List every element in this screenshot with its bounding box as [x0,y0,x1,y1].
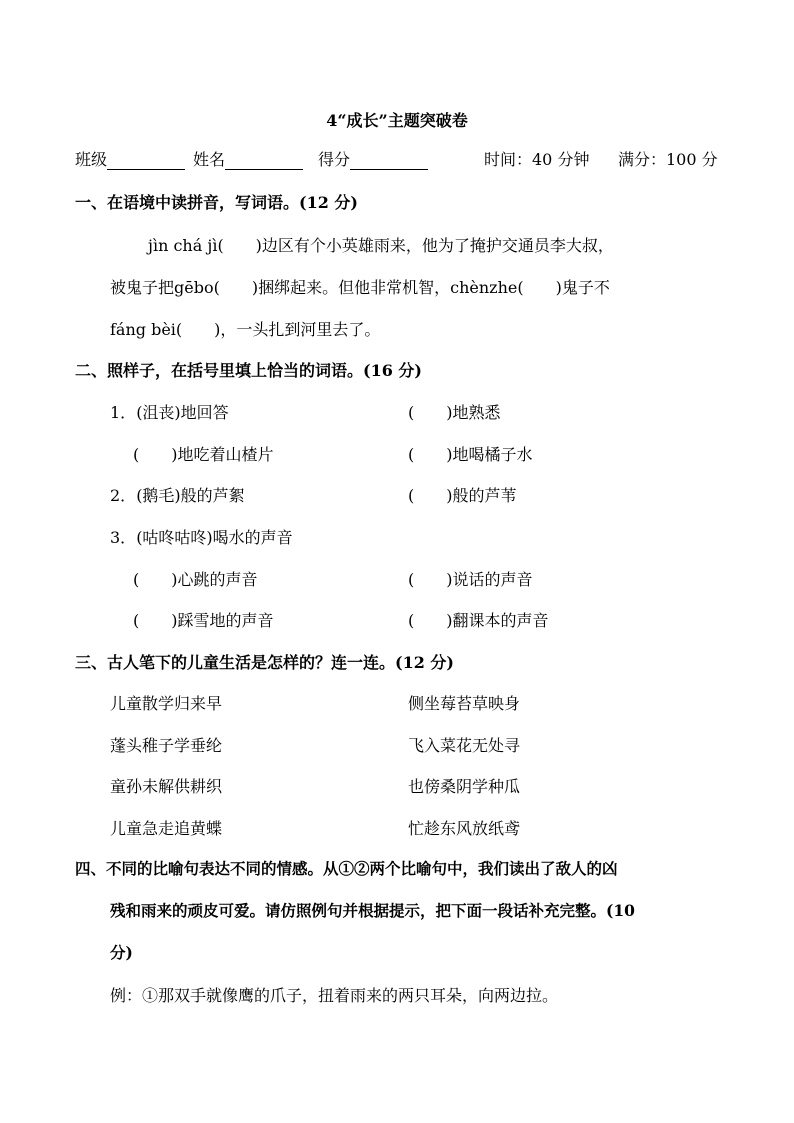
section4-example: 例：①那双手就像鹰的爪子，扭着雨来的两只耳朵，向两边拉。 [110,986,559,1005]
score-blank[interactable] [350,153,428,170]
class-field [75,147,185,170]
poem-left-1[interactable]: 儿童散学归来早 [110,694,223,713]
poem-left-3[interactable]: 童孙未解供耕织 [110,777,223,796]
item3-right2-text: 说话的声音 [452,570,533,589]
poem-right-3[interactable]: 也傍桑阴学种瓜 [408,777,521,796]
name-blank[interactable] [225,153,303,170]
score-field [318,147,428,170]
section2-item3-left3[interactable]: ( )踩雪地的声音 [133,611,274,630]
section2-item1-left2[interactable]: ( )地吃着山楂片 [133,445,274,464]
item1-example-text: (沮丧)地回答 [136,403,229,422]
section1-line1-text: 边区有个小英雄雨来，他为了掩护交通员李大叔， [261,236,614,255]
poem-right-2[interactable]: 飞入菜花无处寻 [408,736,521,755]
section2-item1-right2[interactable]: ( )地喝橘子水 [408,445,533,464]
section2-item3-right2[interactable]: ( )说话的声音 [408,570,533,589]
item1-number: 1． [110,403,137,422]
pinyin-jinchaji: jìn chá jì [148,236,218,255]
full-score-text: 满分：100 分 [618,150,718,169]
name-label: 姓名 [193,150,226,169]
item3-right3-text: 翻课本的声音 [452,611,549,630]
section2-item1-right1[interactable]: ( )地熟悉 [408,403,501,422]
section1-line3 [110,317,380,340]
section3-heading: 三、古人笔下的儿童生活是怎样的？连一连。(12 分) [75,653,454,672]
answer-paren-4[interactable]: ( ) [175,320,221,339]
item1-right2-text: 地喝橘子水 [452,445,533,464]
score-label: 得分 [318,150,351,169]
answer-paren-2[interactable]: ( ) [213,278,259,297]
item2-example-text: (鹅毛)般的芦絮 [136,486,245,505]
item2-right1-text: 般的芦苇 [452,486,517,505]
section1-line1 [148,233,614,256]
section2-item3-example [110,525,293,548]
item3-number: 3． [110,528,137,547]
poem-right-4[interactable]: 忙趁东风放纸鸢 [408,819,521,838]
section1-line2-prefix: 被鬼子把 [110,278,175,297]
section4-heading-line3: 分) [110,943,133,962]
item1-left2-text: 地吃着山楂片 [177,445,274,464]
item2-number: 2． [110,486,137,505]
item3-left3-text: 踩雪地的声音 [177,611,274,630]
pinyin-gebo: gēbo [174,278,214,297]
poem-right-1[interactable]: 侧坐莓苔草映身 [408,694,521,713]
section1-heading: 一、在语境中读拼音，写词语。(12 分) [75,193,358,212]
section2-heading: 二、照样子，在括号里填上恰当的词语。(16 分) [75,361,422,380]
item1-right1-text: 地熟悉 [452,403,501,422]
section2-item1-example [110,400,229,423]
section1-line2-suffix: 鬼子不 [561,278,610,297]
pinyin-fangbei: fáng bèi [110,320,176,339]
section2-item3-left2[interactable]: ( )心跳的声音 [133,570,258,589]
poem-left-2[interactable]: 蓬头稚子学垂纶 [110,736,223,755]
answer-paren-3[interactable]: ( ) [517,278,562,297]
name-field [193,147,303,170]
section1-line2 [110,275,610,298]
poem-left-4[interactable]: 儿童急走追黄蝶 [110,819,223,838]
item3-left2-text: 心跳的声音 [177,570,258,589]
page-title: 4“成长”主题突破卷 [326,111,468,130]
section1-line3-suffix: ，一头扎到河里去了。 [220,320,381,339]
section1-line2-mid: 捆绑起来。但他非常机智， [258,278,451,297]
section2-item2-right1[interactable]: ( )般的芦苇 [408,486,517,505]
pinyin-chenzhe: chènzhe [450,278,518,297]
class-blank[interactable] [107,153,185,170]
section2-item3-right3[interactable]: ( )翻课本的声音 [408,611,549,630]
item3-example-text: (咕咚咕咚)喝水的声音 [136,528,293,547]
time-text: 时间：40 分钟 [484,150,590,169]
section4-heading-line1: 四、不同的比喻句表达不同的情感。从①②两个比喻句中，我们读出了敌人的凶 [75,859,618,878]
section2-item2-example [110,483,245,506]
class-label: 班级 [75,150,108,169]
answer-paren-1[interactable]: ( ) [217,236,262,255]
section4-heading-line2: 残和雨来的顽皮可爱。请仿照例句并根据提示，把下面一段话补充完整。(10 [110,901,635,920]
